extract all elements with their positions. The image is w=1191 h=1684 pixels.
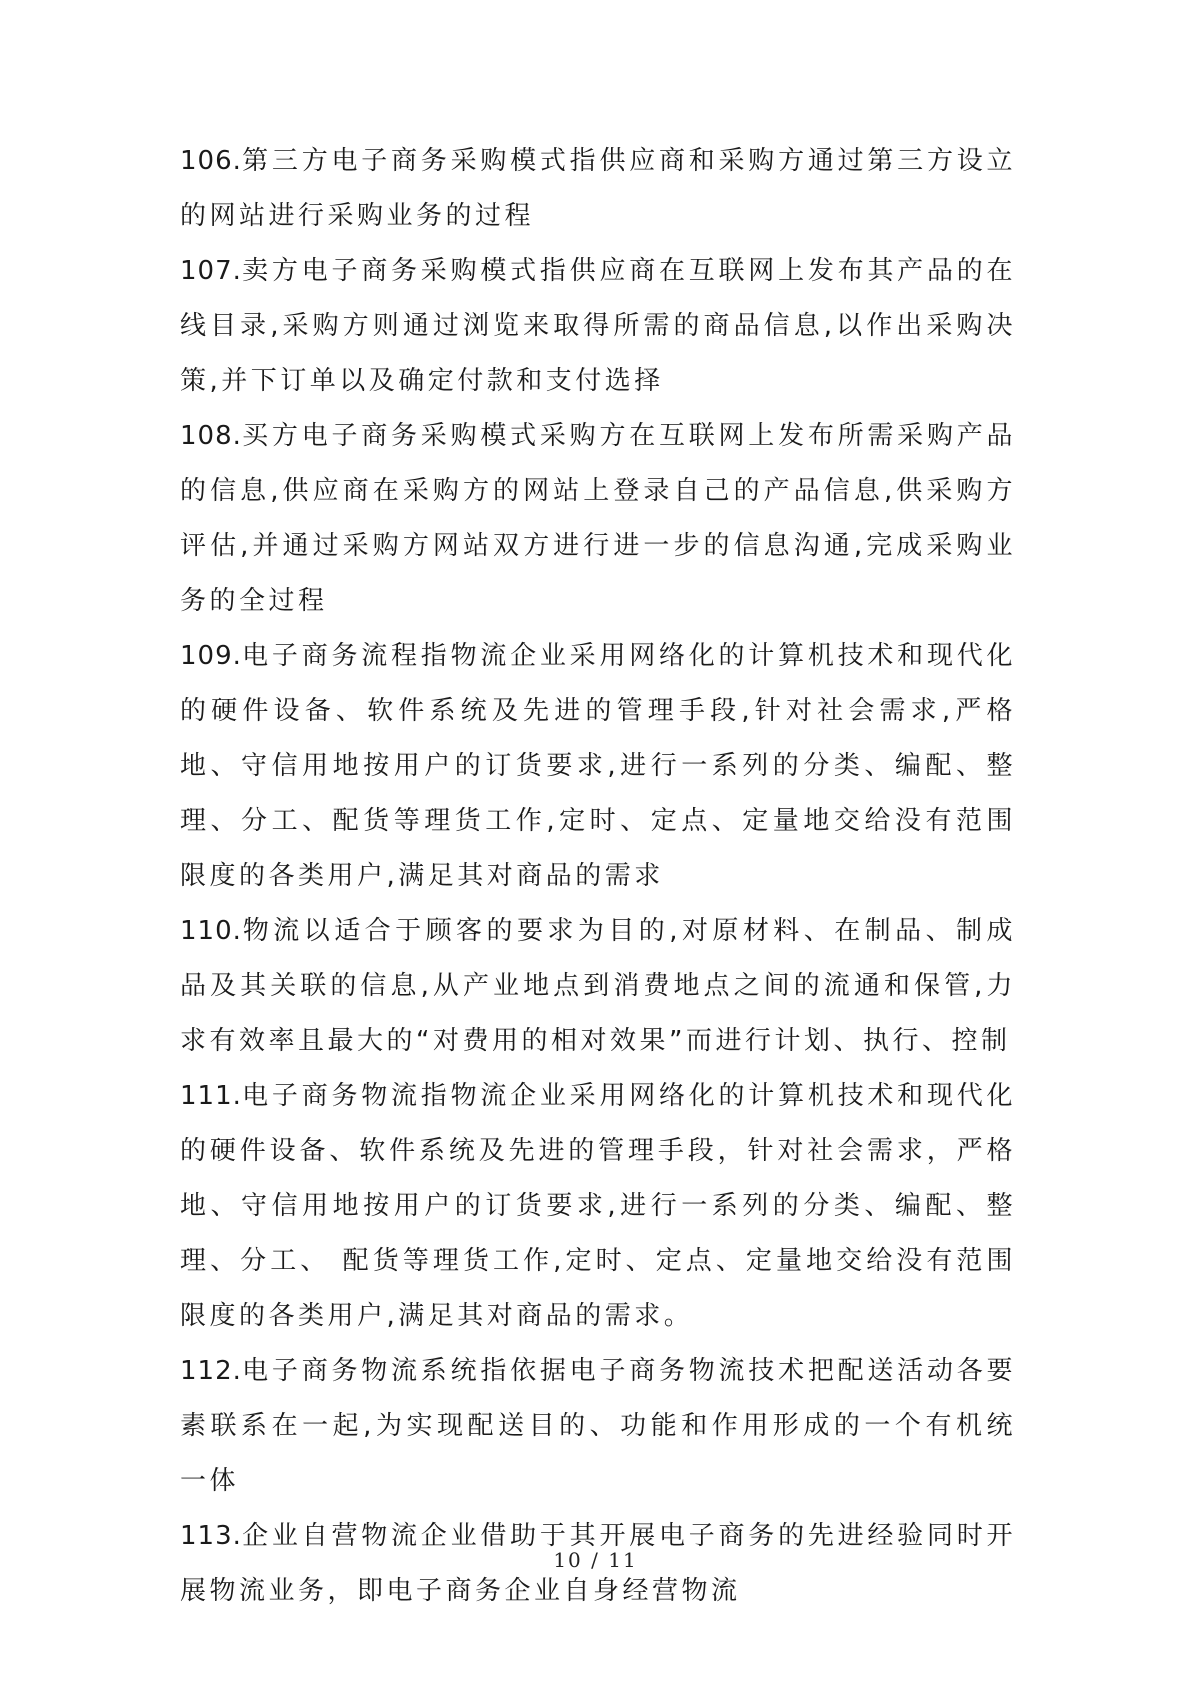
entry-number: 107.	[180, 256, 242, 286]
entry-number: 108.	[180, 421, 242, 451]
entry-text: 电子商务物流指物流企业采用网络化的计算机技术和现代化的硬件设备、软件系统及先进的管理手段，针对社会需求，严格地、守信用地按用户的订货要求,进行一系列的分类、编配、整理、分工、 配货等理货工作,定时、定点、定量地交给没有范围限度的各类用户,满足其对商品的需求。	[180, 1081, 1016, 1331]
glossary-entry-108	[180, 409, 1016, 629]
glossary-entry-106	[180, 134, 1016, 244]
entry-number: 109.	[180, 641, 242, 671]
glossary-entry-110	[180, 904, 1016, 1069]
entry-text: 第三方电子商务采购模式指供应商和采购方通过第三方设立的网站进行采购业务的过程	[180, 146, 1016, 231]
entry-text: 买方电子商务采购模式采购方在互联网上发布所需采购产品的信息,供应商在采购方的网站上登录自己的产品信息,供采购方评估,并通过采购方网站双方进行进一步的信息沟通,完成采购业务的全过程	[180, 421, 1016, 616]
glossary-list	[180, 134, 1016, 1619]
entry-text: 电子商务物流系统指依据电子商务物流技术把配送活动各要素联系在一起,为实现配送目的、功能和作用形成的一个有机统一体	[180, 1356, 1016, 1496]
entry-number: 111.	[180, 1081, 242, 1111]
glossary-entry-111	[180, 1069, 1016, 1344]
glossary-entry-112	[180, 1344, 1016, 1509]
entry-number: 110.	[180, 916, 242, 946]
entry-text: 物流以适合于顾客的要求为目的,对原材料、在制品、制成品及其关联的信息,从产业地点到消费地点之间的流通和保管,力求有效率且最大的“对费用的相对效果”而进行计划、执行、控制	[180, 916, 1016, 1056]
glossary-entry-109	[180, 629, 1016, 904]
entry-text: 企业自营物流企业借助于其开展电子商务的先进经验同时开展物流业务，即电子商务企业自身经营物流	[180, 1521, 1016, 1606]
entry-number: 112.	[180, 1356, 242, 1386]
page-number: 10 / 11	[553, 1548, 638, 1572]
entry-number: 113.	[180, 1521, 242, 1551]
entry-text: 卖方电子商务采购模式指供应商在互联网上发布其产品的在线目录,采购方则通过浏览来取得所需的商品信息,以作出采购决策,并下订单以及确定付款和支付选择	[180, 256, 1016, 396]
glossary-entry-107	[180, 244, 1016, 409]
entry-text: 电子商务流程指物流企业采用网络化的计算机技术和现代化的硬件设备、软件系统及先进的管理手段,针对社会需求,严格地、守信用地按用户的订货要求,进行一系列的分类、编配、整理、分工、配货等理货工作,定时、定点、定量地交给没有范围限度的各类用户,满足其对商品的需求	[180, 641, 1016, 891]
entry-number: 106.	[180, 146, 242, 176]
